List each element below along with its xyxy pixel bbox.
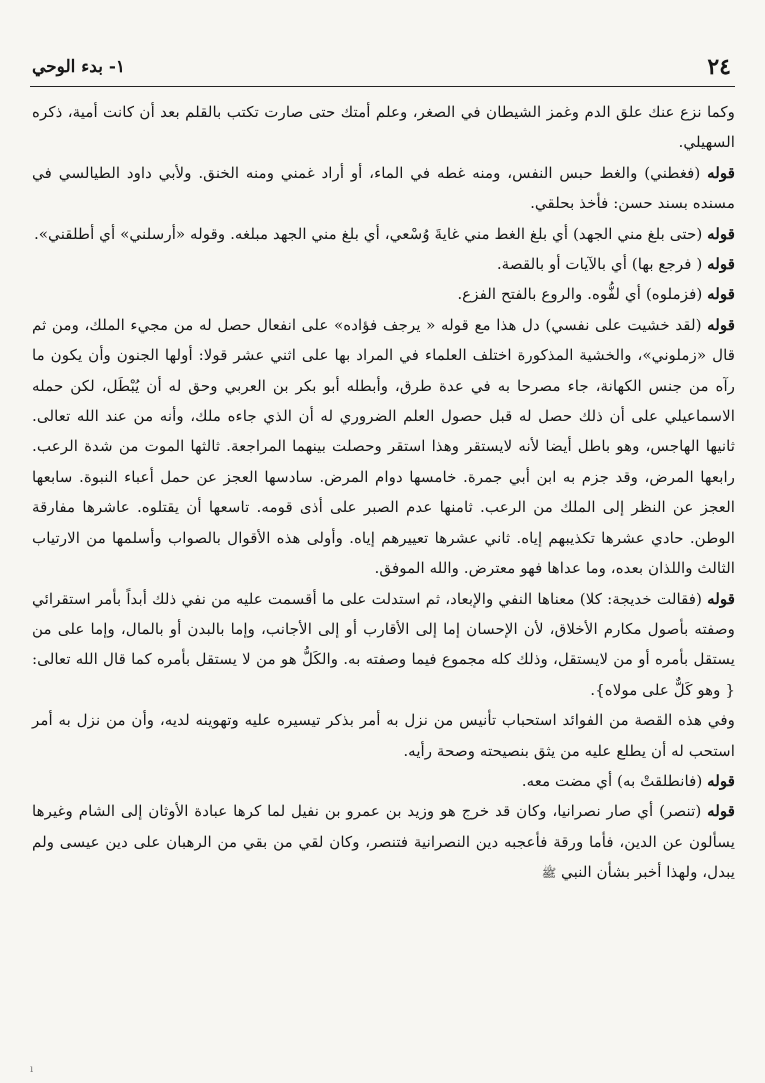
paragraph-text: وفي هذه القصة من الفوائد استحباب تأنيس من نزل به أمر بذكر تيسيره عليه وتهوينه لديه، وأن من نزل به أمر استحب له أن يطلع عليه من يثق بنصيحته وصحة رأيه. xyxy=(32,711,735,760)
header-rule xyxy=(30,86,735,87)
paragraph-10 xyxy=(32,796,735,888)
paragraph-text: (فغطني) والغط حبس النفس، ومنه غطه في الماء، أو أراد غمني ومنه الخنق. ولأبي داود الطيالسي في مسنده بسند حسن: فأخذ بحلقي. xyxy=(32,163,735,213)
paragraph-lead: قوله xyxy=(707,802,735,821)
paragraph-7 xyxy=(32,584,735,706)
paragraph-2 xyxy=(32,158,735,219)
honorific-symbol: ﷺ xyxy=(541,866,557,881)
running-title: ١- بدء الوحي xyxy=(32,57,126,77)
paragraph-lead: قوله xyxy=(707,224,735,243)
paragraph-4 xyxy=(32,249,735,279)
paragraph-text: (لقد خشيت على نفسي) دل هذا مع قوله « يرجف فؤاده» على انفعال حصل له من مجيء الملك، ومن ثم قال «زملوني»، والخشية المذكورة اختلف العلماء في المراد بها على اثني عشر قولا: أولها الجنون وأن يكون ما رآه من جنس الكهانة، جاء مصرحا به في عدة طرق، وأبطله أبو بكر بن العربي وحق له أن يُبْطَل، لكن حمله الاسماعيلي على أن ذلك حصل له قبل حصول العلم الضروري له أن الذي جاءه ملك، وأنه من عند الله تعالى. ثانيها الهاجس، وهو باطل أيضا لأنه لايستقر وهذا استقر وحصلت بينهما المراجعة. ثالثها الموت من شدة الرعب. رابعها المرض، وقد جزم به ابن أبي جمرة. خامسها دوام المرض. سادسها العجز عن حمل أعباء النبوة. سابعها العجز عن النظر إلى الملك من الرعب. ثامنها عدم الصبر على أذى قومه. تاسعها أن يقتلوه. عاشرها مفارقة الوطن. حادي عشرها تكذيبهم إياه. ثاني عشرها تعييرهم إياه. وأولى هذه الأقوال بالصواب وأسلمها من الارتياب الثالث واللذان بعده، وما عداها فهو معترض. والله الموفق. xyxy=(32,315,735,578)
paragraph-lead: قوله xyxy=(707,771,735,790)
page-header xyxy=(32,52,731,82)
paragraph-9 xyxy=(32,766,735,796)
paragraph-text: (فقالت خديجة: كلا) معناها النفي والإبعاد، ثم استدلت على ما أقسمت عليه من نفي ذلك أبداً بأمر استقرائي وصفته بأصول مكارم الأخلاق، لأن الإحسان إما إلى الأقارب أو إلى الأجانب، وإما بالبدن أو بالمال، وإما على من يستقل بأمره أو من لايستقل، وذلك كله مجموع فيما وصفته به. والكَلُّ هو من لا يستقل بأمره كما قال الله تعالى: { وهو كَلٌّ على مولاه}. xyxy=(32,589,735,699)
paragraph-5 xyxy=(32,279,735,309)
page-number: ٢٤ xyxy=(707,54,731,80)
paragraph-8 xyxy=(32,705,735,766)
paragraph-text: ( فرجع بها) أي بالآيات أو بالقصة. xyxy=(496,255,708,274)
paragraph-text: وكما نزع عنك علق الدم وغمز الشيطان في الصغر، وعلم أمتك حتى صارت تكتب بالقلم بعد أن كانت أمية، ذكره السهيلي. xyxy=(32,103,735,152)
paragraph-text: (تنصر) أي صار نصرانيا، وكان قد خرج هو وزيد بن عمرو بن نفيل لما كرها عبادة الأوثان إلى الشام وغيرها يسألون عن الدين، فأما ورقة فأعجبه دين النصرانية فتنصر، وكان لقي من بقي من الرهبان على دين عيسى ولم يبدل، ولهذا أخبر بشأن النبي xyxy=(32,802,735,882)
paragraph-lead: قوله xyxy=(707,285,735,304)
paragraph-1 xyxy=(32,97,735,158)
paragraph-6 xyxy=(32,310,735,584)
paragraph-lead: قوله xyxy=(707,589,735,608)
paragraph-lead: قوله xyxy=(707,315,735,334)
paragraph-text: (حتى بلغ مني الجهد) أي بلغ الغط مني غايةَ وُسْعي، أي بلغ مني الجهد مبلغه. وقوله «أرسلني» أي أطلقني». xyxy=(33,224,708,243)
footer-mark: ı xyxy=(30,1064,34,1075)
paragraph-lead: قوله xyxy=(707,163,735,182)
paragraph-text: (فزملوه) أي لفُّوه. والروع بالفتح الفزع. xyxy=(457,285,708,304)
paragraph-lead: قوله xyxy=(707,255,735,274)
paragraph-text: (فانطلقتْ به) أي مضت معه. xyxy=(521,771,708,790)
page-body xyxy=(32,97,735,889)
paragraph-3 xyxy=(32,219,735,249)
